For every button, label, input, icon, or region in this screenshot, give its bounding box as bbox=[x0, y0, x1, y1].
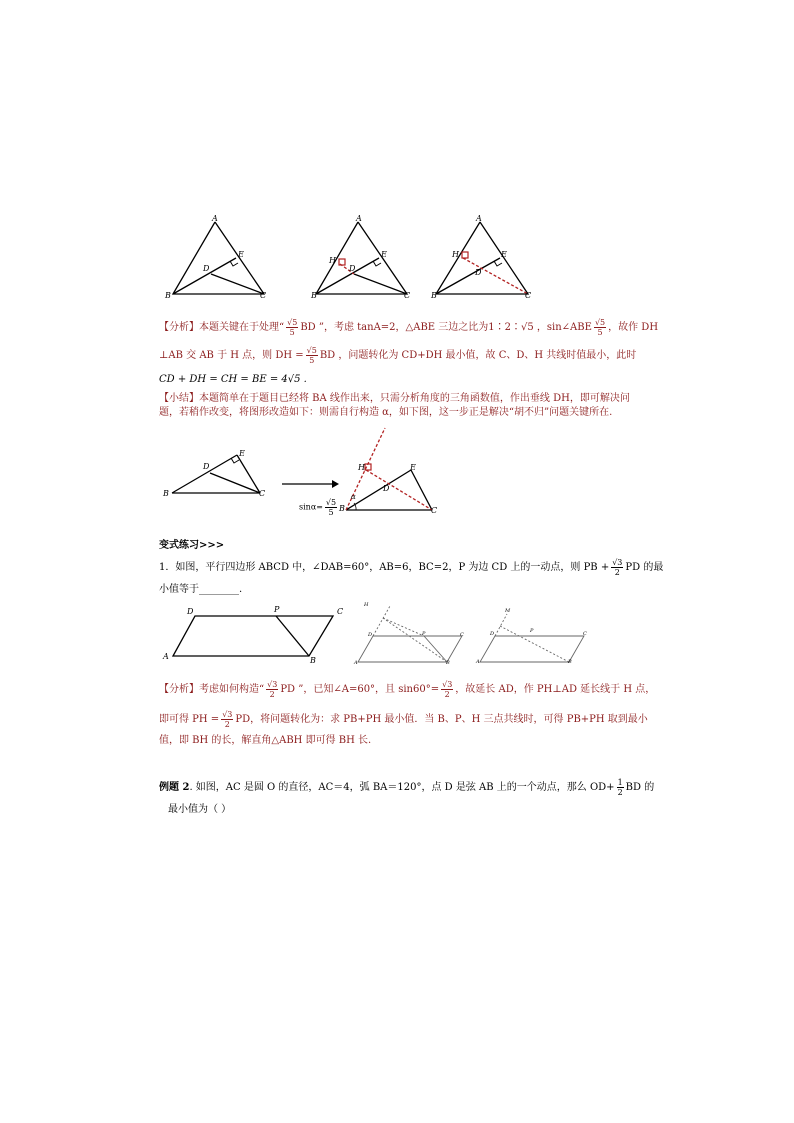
para1-label-b: B bbox=[310, 656, 316, 665]
problem1-text-b: PD 的最 bbox=[625, 562, 664, 573]
parallelogram-figure-1 bbox=[165, 608, 345, 664]
para3-label-d: D bbox=[490, 631, 495, 637]
analysis2-text-a: 【分析】考虑如何构造“ bbox=[159, 684, 265, 695]
analysis2-text-e: PD，将问题转化为：求 PB+PH 最小值．当 B、P、H 三点共线时，可得 PB+PH 取到最小 bbox=[235, 714, 648, 725]
tri5-label-e: E bbox=[410, 463, 416, 472]
frac-den: 2 bbox=[617, 788, 623, 797]
triangle-figure-5 bbox=[338, 420, 448, 520]
problem1-text-a: 1．如图，平行四边形 ABCD 中，∠DAB=60°，AB=6，BC=2，P 为边 CD 上的一动点，则 PB + bbox=[159, 562, 610, 573]
analysis1-line1 bbox=[159, 318, 658, 337]
tri4-label-e: E bbox=[239, 449, 245, 458]
analysis1-text-b: BD ”，考虑 tanA=2，△ABE 三边之比为1∶2∶√5 ，sin∠ABE bbox=[300, 322, 592, 333]
tri2-label-h: H bbox=[329, 256, 336, 265]
tri3-label-d: D bbox=[475, 268, 482, 277]
tri5-label-c: C bbox=[431, 506, 438, 515]
para1-label-c: C bbox=[337, 607, 344, 616]
example2-text-b: BD 的 bbox=[625, 782, 655, 793]
tri1-label-d: D bbox=[203, 264, 210, 273]
frac-den: 2 bbox=[614, 568, 620, 577]
fraction-sqrt5-over-5 bbox=[286, 318, 298, 337]
example2-line2: 最小值为（ ） bbox=[168, 804, 232, 815]
frac-num: √3 bbox=[442, 680, 453, 689]
fraction-sqrt3-over-2-c bbox=[441, 680, 453, 699]
summary-line1: 【小结】本题简单在于题目已经将 BA 线作出来，只需分析角度的三角函数值，作出垂线 DH，即可解决问 bbox=[159, 393, 630, 404]
frac-den: 5 bbox=[328, 508, 334, 517]
para3-label-p: P bbox=[530, 628, 534, 634]
analysis2-text-c: ，故延长 AD，作 PH⊥AD 延长线于 H 点， bbox=[455, 684, 656, 695]
tri5-label-d: D bbox=[383, 484, 390, 493]
tri4-label-c: C bbox=[259, 489, 266, 498]
para2-label-c: C bbox=[460, 632, 464, 638]
tri2-label-a: A bbox=[356, 214, 362, 223]
analysis2-line1 bbox=[159, 680, 655, 699]
transform-arrow bbox=[280, 478, 340, 490]
example2-text-a: . 如图，AC 是圆 O 的直径，AC＝4，弧 BA＝120°，点 D 是弦 AB 上的一个动点，那么 OD+ bbox=[189, 782, 615, 793]
frac-num: √5 bbox=[594, 318, 606, 327]
frac-num: 1 bbox=[617, 778, 623, 787]
alpha-angle-label: α bbox=[351, 493, 356, 501]
frac-num: √5 bbox=[287, 318, 298, 327]
para2-label-a: A bbox=[354, 660, 358, 666]
tri4-label-b: B bbox=[163, 489, 169, 498]
frac-num: √3 bbox=[222, 710, 233, 719]
frac-den: 2 bbox=[444, 690, 450, 699]
tri3-label-e: E bbox=[501, 250, 507, 259]
analysis1-text-c: ，故作 DH bbox=[608, 322, 659, 333]
analysis1-text-e: BD ，问题转化为 CD+DH 最小值，故 C、D、H 共线时值最小，此时 bbox=[319, 350, 637, 361]
tri1-label-a: A bbox=[212, 214, 218, 223]
problem1-line1 bbox=[159, 558, 663, 577]
para3-label-a: A bbox=[476, 659, 480, 665]
para3-label-m: M bbox=[505, 608, 511, 614]
frac-num: √5 bbox=[306, 346, 317, 355]
analysis2-line2 bbox=[159, 710, 648, 729]
tri2-label-e: E bbox=[381, 250, 387, 259]
summary-line2: 题，若稍作改变，将图形改造如下：则需自行构造 α，如下图，这一步正是解决“胡不归”问题关键所在. bbox=[159, 407, 613, 418]
para3-label-c: C bbox=[583, 631, 587, 637]
para2-label-p: P bbox=[422, 631, 426, 637]
problem1-line2: 小值等于________. bbox=[159, 584, 243, 595]
tri3-label-b: B bbox=[431, 291, 437, 300]
fraction-sqrt3-over-2 bbox=[611, 558, 623, 577]
tri1-label-b: B bbox=[165, 291, 171, 300]
tri3-label-c: C bbox=[525, 291, 532, 300]
tri3-label-h: H bbox=[452, 250, 459, 259]
para1-label-a: A bbox=[163, 652, 169, 661]
fraction-sin-alpha bbox=[325, 498, 337, 517]
analysis1-line3: CD + DH = CH = BE = 4√5 . bbox=[159, 374, 307, 385]
para2-label-d: D bbox=[368, 632, 373, 638]
analysis1-text-d: ⊥AB 交 AB 于 H 点，则 DH = bbox=[159, 350, 304, 361]
frac-den: 5 bbox=[597, 328, 603, 337]
para2-label-h: H bbox=[364, 602, 369, 608]
tri1-label-c: C bbox=[260, 291, 267, 300]
example2-line1 bbox=[159, 778, 654, 797]
fraction-sqrt3-over-2-d bbox=[221, 710, 233, 729]
analysis1-text-a: 【分析】本题关键在于处理“ bbox=[159, 322, 285, 333]
frac-den: 2 bbox=[269, 690, 275, 699]
frac-num: √3 bbox=[267, 680, 278, 689]
analysis2-text-d: 即可得 PH = bbox=[159, 714, 220, 725]
analysis1-line2 bbox=[159, 346, 636, 365]
section-title: 变式练习>>> bbox=[159, 540, 225, 551]
example2-label: 例题 2 bbox=[159, 782, 190, 793]
frac-den: 5 bbox=[289, 328, 295, 337]
tri5-label-b: B bbox=[339, 504, 345, 513]
tri2-label-c: C bbox=[404, 291, 411, 300]
fraction-one-half bbox=[617, 778, 624, 797]
tri3-label-a: A bbox=[476, 214, 482, 223]
fraction-sqrt3-over-2-b bbox=[266, 680, 278, 699]
tri5-label-h: H bbox=[358, 463, 365, 472]
para3-label-b: B bbox=[568, 659, 572, 665]
para1-label-p: P bbox=[274, 605, 280, 614]
tri2-label-d: D bbox=[349, 264, 356, 273]
fraction-sqrt5-over-5-c bbox=[306, 346, 318, 365]
frac-num: √3 bbox=[612, 558, 623, 567]
para1-label-d: D bbox=[187, 607, 194, 616]
tri1-label-e: E bbox=[238, 250, 244, 259]
sin-alpha-prefix: sinα= bbox=[299, 502, 323, 512]
frac-den: 5 bbox=[309, 356, 315, 365]
fraction-sqrt5-over-5-b bbox=[594, 318, 606, 337]
tri4-label-d: D bbox=[203, 462, 210, 471]
para2-label-b: B bbox=[446, 660, 450, 666]
frac-num: √5 bbox=[325, 498, 337, 507]
tri2-label-b: B bbox=[311, 291, 317, 300]
sin-alpha-caption bbox=[299, 498, 339, 517]
frac-den: 2 bbox=[224, 720, 230, 729]
analysis2-line3: 值，即 BH 的长，解直角△ABH 即可得 BH 长. bbox=[159, 735, 372, 746]
analysis2-text-b: PD ”，已知∠A=60°，且 sin60°= bbox=[280, 684, 440, 695]
triangle-figure-4 bbox=[160, 446, 270, 506]
